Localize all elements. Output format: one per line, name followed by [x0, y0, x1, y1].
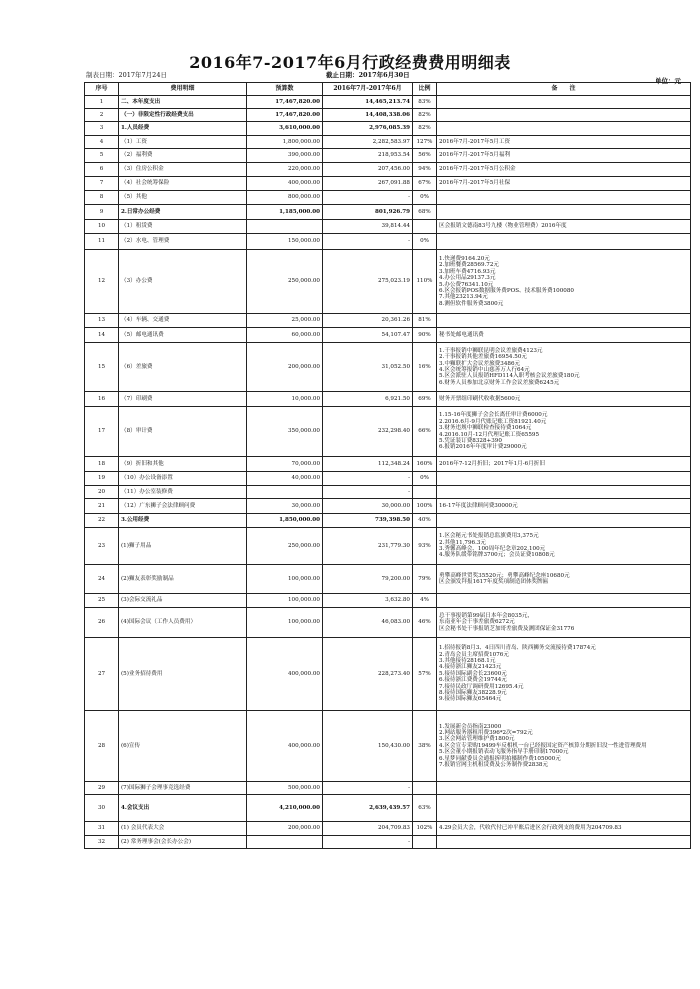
row-remark: [437, 711, 691, 782]
row-number: 21: [85, 499, 119, 514]
row-budget: 17,467,820.00: [247, 96, 323, 109]
row-actual: 267,091.88: [323, 177, 413, 191]
row-item-name: （3）办公费: [119, 250, 247, 314]
row-ratio: 79%: [413, 565, 437, 594]
row-actual: 2,639,439.57: [323, 795, 413, 822]
remark-line: 1.15-16年度狮子会会长离任审计费6000元: [439, 412, 548, 419]
row-actual: 207,456.00: [323, 163, 413, 177]
row-remark: [437, 822, 691, 836]
row-number: 20: [85, 486, 119, 499]
row-remark: [437, 608, 691, 638]
table-row: [85, 96, 691, 109]
row-budget: [247, 220, 323, 234]
table-header-row: [85, 83, 691, 96]
row-item-name: (1) 会员代表大会: [119, 822, 247, 836]
row-ratio: 16%: [413, 343, 437, 392]
row-remark: [437, 314, 691, 328]
table-row: [85, 594, 691, 608]
row-budget: 400,000.00: [247, 638, 323, 711]
row-number: 11: [85, 234, 119, 250]
remark-line: 3.财务违规中狮联检查接待费1064元: [439, 425, 532, 432]
remark-line: 3.加班车费4716.93元: [439, 268, 496, 275]
row-item-name: （11）办公室装修费: [119, 486, 247, 499]
row-budget: 100,000.00: [247, 565, 323, 594]
row-ratio: 160%: [413, 457, 437, 472]
row-remark: [437, 109, 691, 122]
row-number: 5: [85, 149, 119, 163]
row-ratio: 93%: [413, 528, 437, 565]
row-ratio: 0%: [413, 472, 437, 486]
row-budget: 400,000.00: [247, 711, 323, 782]
row-ratio: 0%: [413, 234, 437, 250]
row-actual: 14,465,213.74: [323, 96, 413, 109]
table-row: [85, 314, 691, 328]
row-number: 22: [85, 514, 119, 528]
table-row: [85, 528, 691, 565]
row-remark: [437, 486, 691, 499]
row-item-name: （12）广东狮子会法律顾问费: [119, 499, 247, 514]
row-actual: -: [323, 234, 413, 250]
row-actual: 275,023.19: [323, 250, 413, 314]
table-row: [85, 191, 691, 205]
header-actual: 2016年7月-2017年6月: [323, 83, 413, 96]
row-ratio: 56%: [413, 149, 437, 163]
remark-line: 6.星梦同献委员会通报拆明拍摄制作费105000元: [439, 755, 561, 762]
row-remark: [437, 328, 691, 343]
remark-line: 6.财务人员参加北京财务工作会议差旅费6245元: [439, 379, 560, 386]
remark-line: 3.其他接待28168.1元: [439, 657, 496, 664]
row-item-name: （3）住房公积金: [119, 163, 247, 177]
row-remark: [437, 782, 691, 795]
remark-line: 5.接待国际副会长23600元: [439, 670, 507, 677]
row-actual: 46,083.00: [323, 608, 413, 638]
remark-line: 2016年7月-2017年5月社保: [439, 180, 511, 187]
row-item-name: （5）邮电通讯费: [119, 328, 247, 343]
remark-line: 2.干事报销其他差旅费16954.50元: [439, 354, 527, 361]
table-row: [85, 392, 691, 407]
remark-line: 3.区会网站管理维护费1800元: [439, 736, 515, 743]
remark-line: 6.区会报销POS数据服务费POS、技术服务费100080: [439, 287, 574, 294]
header-no: 序号: [85, 83, 119, 96]
row-budget: 70,000.00: [247, 457, 323, 472]
remark-line: 秘书处邮电通讯费: [439, 331, 484, 338]
table-row: [85, 149, 691, 163]
row-actual: 112,348.24: [323, 457, 413, 472]
row-remark: [437, 177, 691, 191]
row-ratio: 102%: [413, 822, 437, 836]
row-remark: [437, 136, 691, 149]
row-budget: 40,000.00: [247, 472, 323, 486]
row-remark: [437, 343, 691, 392]
row-remark: [437, 565, 691, 594]
row-actual: -: [323, 836, 413, 849]
row-item-name: (1)狮子用品: [119, 528, 247, 565]
unit-label: 单位：元: [655, 77, 681, 85]
row-actual: 231,779.30: [323, 528, 413, 565]
remark-line: 4.区会统筹报销中山慈善万人行64元: [439, 367, 530, 373]
row-remark: [437, 205, 691, 220]
row-ratio: 68%: [413, 205, 437, 220]
header-remark: 备 注: [437, 83, 691, 96]
remark-line: 5.凭证装订费8328+390: [439, 437, 502, 444]
row-actual: 39,814.44: [323, 220, 413, 234]
remark-line: 4.服务队缓带铭牌3700元；会员证费10808元: [439, 552, 555, 559]
row-remark: [437, 191, 691, 205]
row-ratio: 127%: [413, 136, 437, 149]
row-remark: [437, 149, 691, 163]
remark-line: 1.招待报销8月3、4日四川青岛、陕西狮务交流接待费17874元: [439, 645, 596, 652]
remark-line: 2016年7月-2017年5月福利: [439, 152, 511, 159]
row-actual: -: [323, 191, 413, 205]
row-actual: -: [323, 782, 413, 795]
row-actual: 739,398.50: [323, 514, 413, 528]
row-number: 18: [85, 457, 119, 472]
table-row: [85, 163, 691, 177]
row-number: 13: [85, 314, 119, 328]
row-budget: 500,000.00: [247, 782, 323, 795]
row-remark: [437, 528, 691, 565]
remark-line: 1.快递费9164.20元: [439, 255, 490, 262]
remark-line: 4.区会宣专采购19499车反相机一台已经报国定资产核算分期折旧没一性进管理费用: [439, 742, 647, 749]
row-budget: 60,000.00: [247, 328, 323, 343]
row-number: 31: [85, 822, 119, 836]
row-budget: 400,000.00: [247, 177, 323, 191]
remark-line: 5.办公费76341.10元: [439, 281, 494, 288]
row-number: 23: [85, 528, 119, 565]
cutoff-date: 截止日期：2017年6月30日: [326, 71, 410, 79]
row-ratio: 94%: [413, 163, 437, 177]
row-remark: [437, 96, 691, 109]
row-actual: 204,709.83: [323, 822, 413, 836]
row-number: 7: [85, 177, 119, 191]
row-remark: [437, 407, 691, 457]
table-row: [85, 711, 691, 782]
row-number: 6: [85, 163, 119, 177]
row-ratio: 100%: [413, 499, 437, 514]
row-number: 16: [85, 392, 119, 407]
remark-line: 4.办公用品29137.3元: [439, 275, 496, 282]
row-item-name: （1）租赁费: [119, 220, 247, 234]
row-item-name: 2.日常办公经费: [119, 205, 247, 220]
row-item-name: （7）印刷费: [119, 392, 247, 407]
row-actual: 2,282,583.97: [323, 136, 413, 149]
row-budget: 1,185,000.00: [247, 205, 323, 220]
row-remark: [437, 499, 691, 514]
row-ratio: [413, 486, 437, 499]
row-actual: 31,052.50: [323, 343, 413, 392]
row-actual: 150,430.00: [323, 711, 413, 782]
row-number: 9: [85, 205, 119, 220]
remark-line: 2.其他11,796.3元: [439, 539, 487, 546]
row-remark: [437, 122, 691, 136]
table-row: [85, 177, 691, 191]
row-actual: 232,298.40: [323, 407, 413, 457]
row-item-name: （2）水电、管理费: [119, 234, 247, 250]
row-remark: [437, 514, 691, 528]
row-item-name: 1.人员经费: [119, 122, 247, 136]
remark-line: 7.报销官网主机租赁费及公务制作费2838元: [439, 762, 549, 769]
row-budget: 200,000.00: [247, 822, 323, 836]
table-row: [85, 795, 691, 822]
row-budget: 200,000.00: [247, 343, 323, 392]
table-row: [85, 457, 691, 472]
row-actual: 79,200.00: [323, 565, 413, 594]
row-item-name: （1）工资: [119, 136, 247, 149]
remark-line: 7.接待民政厅调研费用12695.4元: [439, 683, 524, 690]
remark-line: 1.区会秘元书处报销总监旗费用3,375元: [439, 533, 539, 540]
table-row: [85, 328, 691, 343]
row-item-name: (3)会际交流礼品: [119, 594, 247, 608]
table-row: [85, 343, 691, 392]
remark-line: 16-17年度法律顾问费30000元: [439, 502, 518, 509]
row-number: 29: [85, 782, 119, 795]
table-row: [85, 782, 691, 795]
row-actual: 6,921.50: [323, 392, 413, 407]
row-actual: 3,632.80: [323, 594, 413, 608]
row-item-name: (5)业务招待费用: [119, 638, 247, 711]
row-ratio: 40%: [413, 514, 437, 528]
remark-line: 1.发展新会员指南23000: [439, 723, 502, 730]
table-row: [85, 234, 691, 250]
row-item-name: （2）福利费: [119, 149, 247, 163]
row-actual: 14,408,338.06: [323, 109, 413, 122]
row-ratio: [413, 782, 437, 795]
row-ratio: 66%: [413, 407, 437, 457]
remark-line: 8.测但软件服务费3800元: [439, 300, 504, 307]
row-item-name: （5）其他: [119, 191, 247, 205]
row-item-name: （10）办公设备添置: [119, 472, 247, 486]
row-ratio: 90%: [413, 328, 437, 343]
row-ratio: 82%: [413, 109, 437, 122]
table-row: [85, 472, 691, 486]
table-row: [85, 822, 691, 836]
row-budget: 25,000.00: [247, 314, 323, 328]
row-number: 4: [85, 136, 119, 149]
row-ratio: 82%: [413, 122, 437, 136]
remark-line: 3.中狮联扩大会议差旅费3486元: [439, 360, 521, 367]
row-budget: 350,000.00: [247, 407, 323, 457]
row-item-name: （9）折旧和其他: [119, 457, 247, 472]
table-body: [85, 96, 691, 849]
remark-line: 2016年7月-2017年5月公积金: [439, 166, 516, 173]
remark-line: 财务开票组印刷代收收据5600元: [439, 395, 521, 402]
row-number: 28: [85, 711, 119, 782]
row-budget: 800,000.00: [247, 191, 323, 205]
row-remark: [437, 836, 691, 849]
remark-line: 6.报销2016年年度审计费29000元: [439, 444, 527, 451]
row-actual: 30,000.00: [323, 499, 413, 514]
row-remark: [437, 795, 691, 822]
row-budget: 150,000.00: [247, 234, 323, 250]
remark-line: 9.接待国际狮友65464元: [439, 696, 502, 703]
page-title: 2016年7-2017年6月行政经费费用明细表: [189, 53, 511, 72]
row-item-name: (2)狮友表彰奖励制品: [119, 565, 247, 594]
row-budget: [247, 486, 323, 499]
header-item: 费用明细: [119, 83, 247, 96]
row-ratio: 83%: [413, 96, 437, 109]
remark-line: 区会颁发拜报1617年度奖项制造团体奖牌匾: [439, 579, 549, 585]
row-ratio: [413, 836, 437, 849]
row-budget: 250,000.00: [247, 250, 323, 314]
row-actual: 2,976,085.39: [323, 122, 413, 136]
remark-line: 2.2016.6月-9月代账记账工资81921.40元: [439, 418, 547, 425]
row-actual: 218,953.54: [323, 149, 413, 163]
remark-line: 区会秘书处干事报销芝加哥差旅费及测团保证金31776: [439, 625, 575, 632]
prepared-date: 制表日期：2017年7月24日: [86, 71, 167, 79]
remark-line: 2016年7-12月折旧；2017年1月-6月折旧: [439, 460, 545, 467]
remark-line: 2.青岛会员主席招费1076元: [439, 651, 509, 658]
row-ratio: 81%: [413, 314, 437, 328]
remark-line: 7.其他23213.94元: [439, 294, 488, 301]
table-row: [85, 407, 691, 457]
table-row: [85, 109, 691, 122]
table-row: [85, 499, 691, 514]
remark-line: 4.接待浙江狮友21423元: [439, 664, 502, 671]
row-remark: [437, 220, 691, 234]
row-remark: [437, 250, 691, 314]
row-budget: [247, 836, 323, 849]
table-row: [85, 514, 691, 528]
header-budget: 预算数: [247, 83, 323, 96]
remark-line: 总干事报销第99届日本年会8035元，: [439, 612, 534, 619]
row-item-name: （8）审计费: [119, 407, 247, 457]
row-number: 8: [85, 191, 119, 205]
row-number: 17: [85, 407, 119, 457]
row-budget: 17,467,820.00: [247, 109, 323, 122]
table-row: [85, 220, 691, 234]
row-item-name: （6）差旅费: [119, 343, 247, 392]
row-number: 32: [85, 836, 119, 849]
remark-line: 东南亚年会干事差旅费6272元: [439, 619, 515, 626]
expense-table: [84, 82, 691, 849]
row-budget: 1,850,000.00: [247, 514, 323, 528]
row-number: 30: [85, 795, 119, 822]
row-ratio: 4%: [413, 594, 437, 608]
row-actual: 801,926.79: [323, 205, 413, 220]
remark-line: 4.2016.10月-12月代理记账工资65595: [439, 431, 540, 438]
row-item-name: (4)国际会议（工作人员费用）: [119, 608, 247, 638]
row-budget: 30,000.00: [247, 499, 323, 514]
row-item-name: 3.公用经费: [119, 514, 247, 528]
row-ratio: 63%: [413, 795, 437, 822]
table-row: [85, 565, 691, 594]
row-number: 3: [85, 122, 119, 136]
row-budget: 250,000.00: [247, 528, 323, 565]
table-row: [85, 608, 691, 638]
row-remark: [437, 638, 691, 711]
remark-line: 2.网站服务器租用费396*2次=792元: [439, 729, 533, 736]
remark-line: 勇攀高峰世贸奖35520元；勇攀高峰纪念座10680元: [439, 572, 570, 579]
row-ratio: 69%: [413, 392, 437, 407]
row-budget: 1,800,000.00: [247, 136, 323, 149]
row-number: 24: [85, 565, 119, 594]
table-row: [85, 486, 691, 499]
row-number: 1: [85, 96, 119, 109]
row-budget: 100,000.00: [247, 594, 323, 608]
table-row: [85, 205, 691, 220]
row-actual: 54,107.47: [323, 328, 413, 343]
remark-line: 4.29会员大会，代收代付已冲平账后进区会行政列支的费用为204709.83: [439, 825, 622, 832]
row-ratio: 38%: [413, 711, 437, 782]
remark-line: 区会报销文德南83号九楼（物业管理费）2016年度: [439, 223, 567, 230]
table-row: [85, 250, 691, 314]
row-number: 12: [85, 250, 119, 314]
table-row: [85, 638, 691, 711]
row-number: 10: [85, 220, 119, 234]
row-ratio: 0%: [413, 191, 437, 205]
remark-line: 3.秀馨高峰会、100周年纪念章202,100元: [439, 546, 546, 552]
remark-line: 2.加班餐费28569.72元: [439, 262, 499, 269]
row-remark: [437, 234, 691, 250]
table-row: [85, 122, 691, 136]
row-number: 15: [85, 343, 119, 392]
header-ratio: 比例: [413, 83, 437, 96]
row-item-name: (2) 常务理事会(会长办公会): [119, 836, 247, 849]
row-number: 25: [85, 594, 119, 608]
row-remark: [437, 457, 691, 472]
row-item-name: (6)宣传: [119, 711, 247, 782]
remark-line: 8.接待国际狮友38228.9元: [439, 690, 507, 697]
row-budget: 220,000.00: [247, 163, 323, 177]
row-number: 27: [85, 638, 119, 711]
remark-line: 1.干事报销中狮联昆明会议差旅费4123元: [439, 347, 543, 354]
row-actual: 228,273.40: [323, 638, 413, 711]
row-number: 14: [85, 328, 119, 343]
remark-line: 2016年7月-2017年5月工资: [439, 138, 511, 145]
row-remark: [437, 472, 691, 486]
row-actual: -: [323, 472, 413, 486]
row-actual: 20,361.26: [323, 314, 413, 328]
row-budget: 100,000.00: [247, 608, 323, 638]
row-remark: [437, 163, 691, 177]
row-ratio: 110%: [413, 250, 437, 314]
row-item-name: （4）社会统筹保险: [119, 177, 247, 191]
row-item-name: （一）非限定性行政经费支出: [119, 109, 247, 122]
row-budget: 390,000.00: [247, 149, 323, 163]
row-actual: -: [323, 486, 413, 499]
row-remark: [437, 392, 691, 407]
row-number: 26: [85, 608, 119, 638]
remark-line: 5.区会董小期报销表动飞服务指导手册印制17000元: [439, 749, 569, 756]
row-ratio: 46%: [413, 608, 437, 638]
row-budget: 3,610,000.00: [247, 122, 323, 136]
row-ratio: [413, 220, 437, 234]
row-item-name: 二、本年度支出: [119, 96, 247, 109]
remark-line: 6.接待浙江费费会19744元: [439, 677, 507, 684]
row-ratio: 57%: [413, 638, 437, 711]
row-number: 19: [85, 472, 119, 486]
table-row: [85, 836, 691, 849]
table-row: [85, 136, 691, 149]
row-budget: 4,210,000.00: [247, 795, 323, 822]
row-budget: 10,000.00: [247, 392, 323, 407]
row-item-name: （4）车辆、交通费: [119, 314, 247, 328]
row-item-name: (7)国际狮子会理事竞选经费: [119, 782, 247, 795]
row-item-name: 4.会议支出: [119, 795, 247, 822]
remark-line: 5.区会派驻人员报销HFD114入职考核会议差旅费180元: [439, 373, 580, 380]
row-ratio: 67%: [413, 177, 437, 191]
row-remark: [437, 594, 691, 608]
row-number: 2: [85, 109, 119, 122]
